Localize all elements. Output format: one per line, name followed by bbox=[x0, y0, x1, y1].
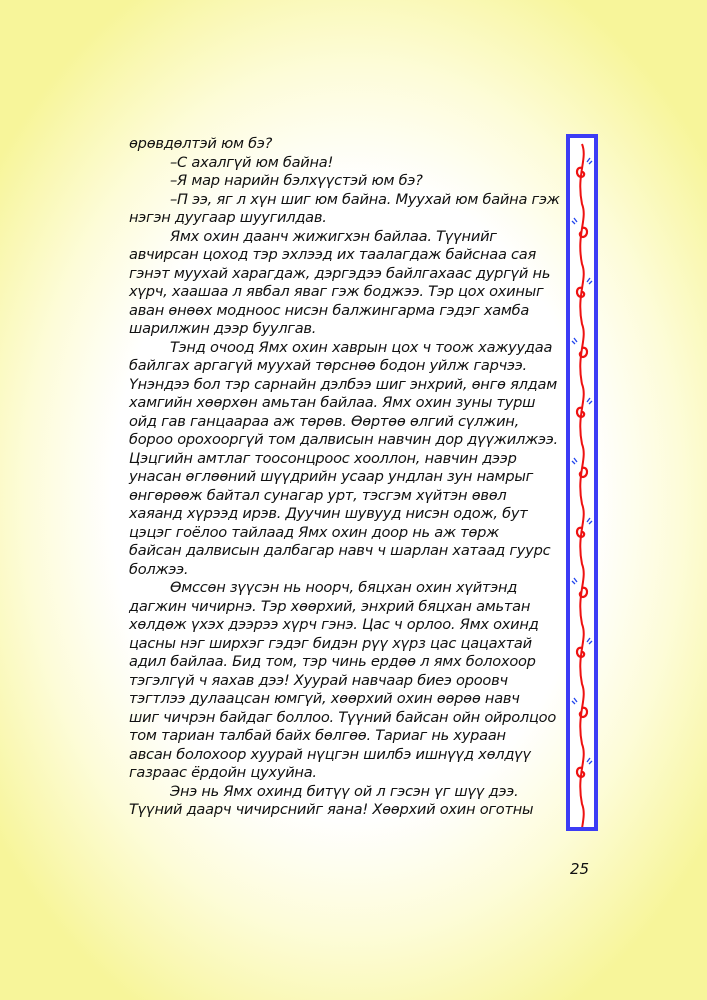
text-line: авчирсан цоход тэр эхлээд их таалагдаж байснаа сая bbox=[129, 246, 537, 263]
text-line: Үнэндээ бол тэр сарнайн дэлбээ шиг энхрий, өнгө ялдам bbox=[129, 375, 557, 393]
text-line: –П ээ, яг л хүн шиг юм байна. Муухай юм байна гэж bbox=[170, 190, 560, 208]
page-number: 25 bbox=[570, 860, 590, 878]
text-line: гэнэт муухай харагдаж, дэргэдээ байлгахаас дургүй нь bbox=[129, 264, 551, 282]
text-line: цасны нэг ширхэг гэдэг бидэн рүү хүрз цас цацахтай bbox=[129, 634, 532, 652]
vine-ornament-icon bbox=[570, 138, 594, 827]
text-line: Тэнд очоод Ямх охин хаврын цох ч тоож хажуудаа bbox=[170, 338, 553, 356]
text-line: хөлдөж үхэх дээрээ хүрч гэнэ. Цас ч орлоо. Ямх охинд bbox=[129, 616, 539, 633]
text-line: болжээ. bbox=[129, 560, 189, 578]
text-line: Түүний даарч чичирснийг яана! Хөөрхий охин оготны bbox=[129, 801, 534, 818]
text-line: цэцэг гоёлоо тайлаад Ямх охин доор нь аж төрж bbox=[129, 523, 500, 541]
text-line: бороо орохооргүй том далвисын навчин дор дүүжилжээ. bbox=[129, 431, 558, 448]
text-line: дагжин чичирнэ. Тэр хөөрхий, энхрий бяцхан амьтан bbox=[129, 597, 531, 615]
text-line: унасан өглөөний шүүдрийн усаар ундлан зун намрыг bbox=[129, 468, 534, 485]
text-line: байсан далвисын далбагар навч ч шарлан хатаад гуурс bbox=[129, 542, 551, 559]
text-line: тэгтлээ дулаацсан юмгүй, хөөрхий охин өөрөө навч bbox=[129, 690, 520, 707]
text-line: байлгах аргагүй муухай төрснөө бодон уйлж гарчээ. bbox=[129, 357, 527, 374]
text-line: хүрч, хаашаа л явбал яваг гэж боджээ. Тэр цох охиныг bbox=[129, 283, 544, 300]
text-line: Ямх охин даанч жижигхэн байлаа. Түүнийг bbox=[170, 227, 497, 245]
text-line: адил байлаа. Бид том, тэр чинь ердөө л ямх болохоор bbox=[129, 653, 536, 670]
text-line: нэгэн дуугаар шуугилдав. bbox=[129, 209, 327, 226]
text-line: хаяанд хүрээд ирэв. Дуучин шувууд нисэн одож, бут bbox=[129, 505, 528, 522]
text-line: аван өнөөх модноос нисэн балжингарма гэдэг хамба bbox=[129, 301, 530, 319]
text-line: том тариан талбай байх бөлгөө. Тариаг нь хураан bbox=[129, 727, 506, 744]
text-line: хамгийн хөөрхөн амьтан байлаа. Ямх охин зуны турш bbox=[129, 394, 536, 411]
text-line: өнгөрөөж байтал сунагар урт, тэсгэм хүйтэн өвөл bbox=[129, 486, 507, 504]
text-line: ойд гав ганцаараа аж төрөв. Өөртөө өлгий сүлжин, bbox=[129, 412, 519, 430]
text-line: шиг чичрэн байдаг боллоо. Түүний байсан ойн ойролцоо bbox=[129, 708, 557, 726]
body-text bbox=[129, 135, 560, 820]
text-line: өрөвдөлтэй юм бэ? bbox=[129, 135, 273, 152]
text-line: тэгэлгүй ч яахав дээ! Хуурай навчаар биеэ ороовч bbox=[129, 671, 508, 689]
text-line: Энэ нь Ямх охинд битүү ой л гэсэн үг шүү дээ. bbox=[170, 782, 519, 800]
text-line: газраас ёрдойн цухуйна. bbox=[129, 764, 317, 781]
text-line: шарилжин дээр буулгав. bbox=[129, 320, 317, 337]
text-line: Цэцгийн амтлаг тоосонцроос хооллон, навчин дээр bbox=[129, 449, 517, 467]
ornamental-border bbox=[566, 134, 598, 831]
text-line: авсан болохоор хуурай нүцгэн шилбэ ишнүүд хөлдүү bbox=[129, 745, 531, 763]
text-line: –Я мар нарийн бэлхүүстэй юм бэ? bbox=[170, 172, 423, 189]
text-line: –С ахалгүй юм байна! bbox=[170, 153, 334, 171]
text-line: Өмссөн зүүсэн нь ноорч, бяцхан охин хүйтэнд bbox=[170, 579, 518, 596]
